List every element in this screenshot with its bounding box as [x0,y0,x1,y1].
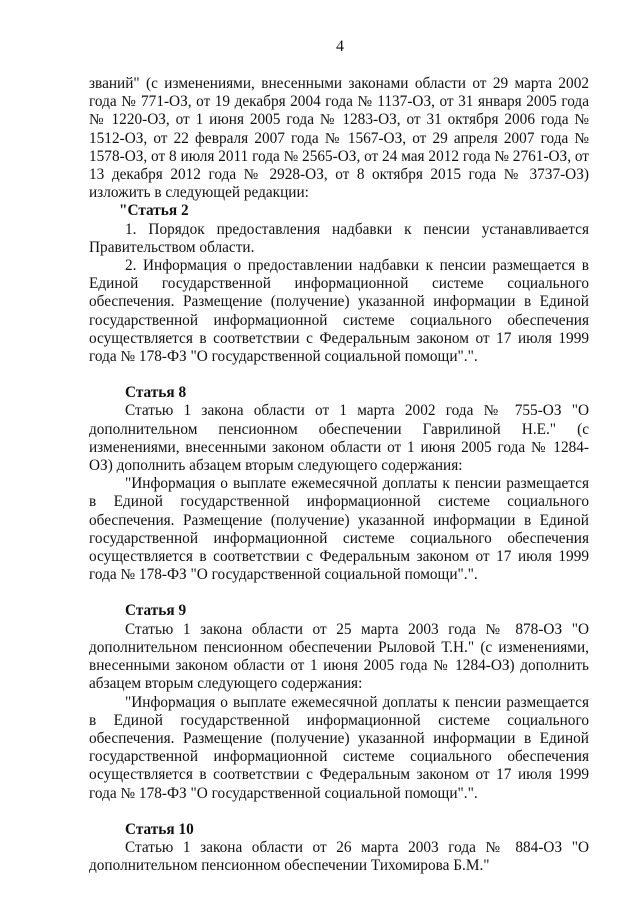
article-9-body: Статью 1 закона области от 25 марта 2003 года № 878-ОЗ "О дополнительном пенсионном обеспечении Рыловой Т.Н." (с изменениями, внесенными законом области от 1 июня 2005 года № 1284-ОЗ) дополнить абзацем вторым следующего содержания: [89,620,589,693]
article-9-heading: Статья 9 [125,602,187,620]
quoted-article-heading: "Статья 2 [119,202,189,220]
article-10-heading: Статья 10 [125,820,194,838]
page-number: 4 [336,38,344,55]
quoted-article-paragraph-1: 1. Порядок предоставления надбавки к пенсии устанавливается Правительством области. [89,220,589,256]
document-body [89,75,589,875]
article-8-quote: "Информация о выплате ежемесячной доплаты к пенсии размещается в Единой государственной информационной системе социального обеспечения. Размещение (получение) указанной информации в Единой государственной информационной системе социального обеспечения осуществляется в соответствии с Федеральным законом от 17 июля 1999 года № 178-ФЗ "О государственной социальной помощи".". [89,475,589,584]
spacer [89,366,589,384]
article-8-body: Статью 1 закона области от 1 марта 2002 года № 755-ОЗ "О дополнительном пенсионном обеспечении Гаврилиной Н.Е." (с изменениями, внесенными законом области от 1 июня 2005 года № 1284-ОЗ) дополнить абзацем вторым следующего содержания: [89,402,589,475]
intro-paragraph: званий" (с изменениями, внесенными законами области от 29 марта 2002 года № 771-ОЗ, от 19 декабря 2004 года № 1137-ОЗ, от 31 января 2005 года № 1220-ОЗ, от 1 июня 2005 года № 1283-ОЗ, от 31 октября 2006 года № 1512-ОЗ, от 22 февраля 2007 года № 1567-ОЗ, от 29 апреля 2007 года № 1578-ОЗ, от 8 июля 2011 года № 2565-ОЗ, от 24 мая 2012 года № 2761-ОЗ, от 13 декабря 2012 года № 2928-ОЗ, от 8 октября 2015 года № 3737-ОЗ) изложить в следующей редакции: [89,75,589,202]
article-10-body: Статью 1 закона области от 26 марта 2003 года № 884-ОЗ "О дополнительном пенсионном обеспечении Тихомирова Б.М." [89,838,589,875]
spacer [89,584,589,602]
quoted-article-paragraph-2: 2. Информация о предоставлении надбавки к пенсии размещается в Единой государственной информационной системе социального обеспечения. Размещение (получение) указанной информации в Единой государственной информационной системе социального обеспечения осуществляется в соответствии с Федеральным законом от 17 июля 1999 года № 178-ФЗ "О государственной социальной помощи".". [89,257,589,366]
article-8-heading: Статья 8 [125,384,187,402]
spacer [89,803,589,821]
article-9-quote: "Информация о выплате ежемесячной доплаты к пенсии размещается в Единой государственной информационной системе социального обеспечения. Размещение (получение) указанной информации в Единой государственной информационной системе социального обеспечения осуществляется в соответствии с Федеральным законом от 17 июля 1999 года № 178-ФЗ "О государственной социальной помощи".". [89,693,589,802]
